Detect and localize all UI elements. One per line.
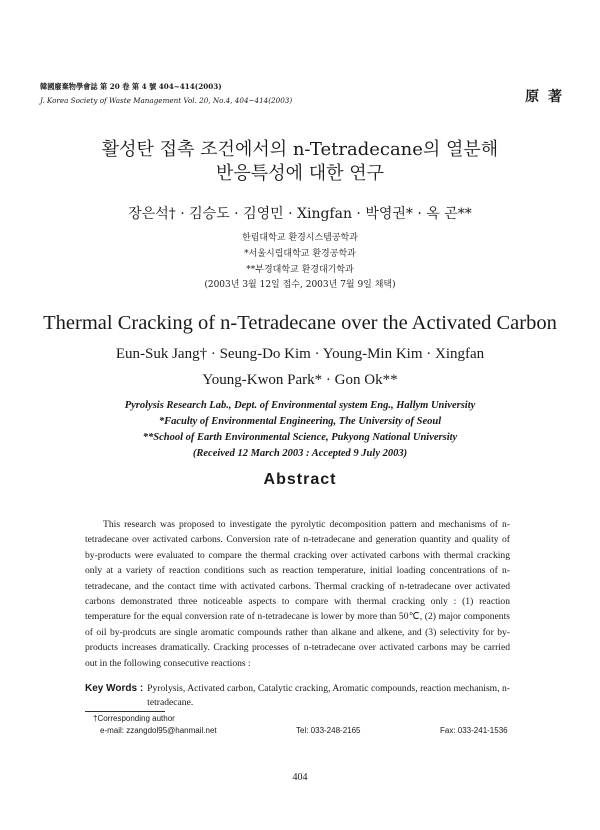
keywords-text: Pyrolysis, Activated carbon, Catalytic cracking, Aromatic compounds, reaction mechanism, n-tetradecane. bbox=[147, 683, 510, 708]
footnote-email: e-mail: zzangdol95@hanmail.net bbox=[100, 726, 217, 735]
footnote-corresponding-author: †Corresponding author bbox=[93, 714, 175, 723]
page-number: 404 bbox=[292, 772, 308, 783]
korean-affiliation-3: **부경대학교 환경대기학과 bbox=[246, 265, 354, 275]
journal-header-english: J. Korea Society of Waste Management Vol. 20, No.4, 404~414(2003) bbox=[40, 96, 293, 105]
english-authors-line1: Eun-Suk Jang† · Seung-Do Kim · Young-Min Kim · Xingfan bbox=[115, 346, 485, 362]
article-type-badge: 原 著 bbox=[525, 89, 564, 105]
journal-header-korean: 韓國廢棄物學會誌 第 20 卷 第 4 號 404~414(2003) bbox=[40, 82, 222, 91]
english-affiliation-1: Pyrolysis Research Lab., Dept. of Environmental system Eng., Hallym University bbox=[124, 400, 476, 411]
abstract-text: This research was proposed to investigate the pyrolytic decomposition pattern and mechanisms of n-tetradecane over activated carbons. Conversion rate of n-tetradecane and generation quantity and quality of by-products were evaluated to compare the thermal cracking over activated carbons with thermal cracking only at a variety of reaction conditions such as reaction temperature, initial loading concentrations of n-tetradecane, and the contact time with activated carbons. Thermal cracking of n-tetradecane over activated carbons demonstrated three noticeable aspects to compare with thermal cracking only : (1) reaction temperature for the equal conversion rate of n-tetradecane is lower by more than 50℃, (2) major components of oil by-prodcuts are single aromatic compounds rather than alkane and alkene, and (3) selectivity for by-products increases dramatically. Cracking processes of n-tetradecane over activated carbons may be carried out in the following consecutive reactions : bbox=[85, 519, 510, 669]
korean-affiliation-2: *서울시립대학교 환경공학과 bbox=[244, 249, 356, 259]
english-title: Thermal Cracking of n-Tetradecane over the Activated Carbon bbox=[43, 312, 557, 334]
korean-received-dates: (2003년 3월 12일 접수, 2003년 7월 9일 채택) bbox=[204, 280, 396, 290]
footnote-divider bbox=[85, 711, 165, 712]
english-received-dates: (Received 12 March 2003 : Accepted 9 July 2003) bbox=[192, 448, 408, 459]
korean-authors: 장은석† · 김승도 · 김영민 · Xingfan · 박영권* · 옥 곤** bbox=[128, 206, 472, 222]
korean-title-line2: 반응특성에 대한 연구 bbox=[216, 163, 384, 184]
english-affiliation-2: *Faculty of Environmental Engineering, The University of Seoul bbox=[158, 416, 442, 427]
footnote-fax: Fax: 033-241-1536 bbox=[440, 726, 508, 735]
korean-affiliation-1: 한림대학교 환경시스템공학과 bbox=[242, 233, 358, 243]
keywords-label: Key Words : bbox=[85, 683, 144, 694]
korean-title-line1: 활성탄 접촉 조건에서의 n-Tetradecane의 열분해 bbox=[101, 139, 499, 160]
english-authors-line2: Young-Kwon Park* · Gon Ok** bbox=[202, 372, 398, 388]
footnote-tel: Tel: 033-248-2165 bbox=[296, 726, 361, 735]
abstract-heading: Abstract bbox=[263, 471, 337, 488]
keywords bbox=[85, 682, 510, 710]
english-affiliation-3: **School of Earth Environmental Science, Pukyong National University bbox=[142, 432, 458, 443]
